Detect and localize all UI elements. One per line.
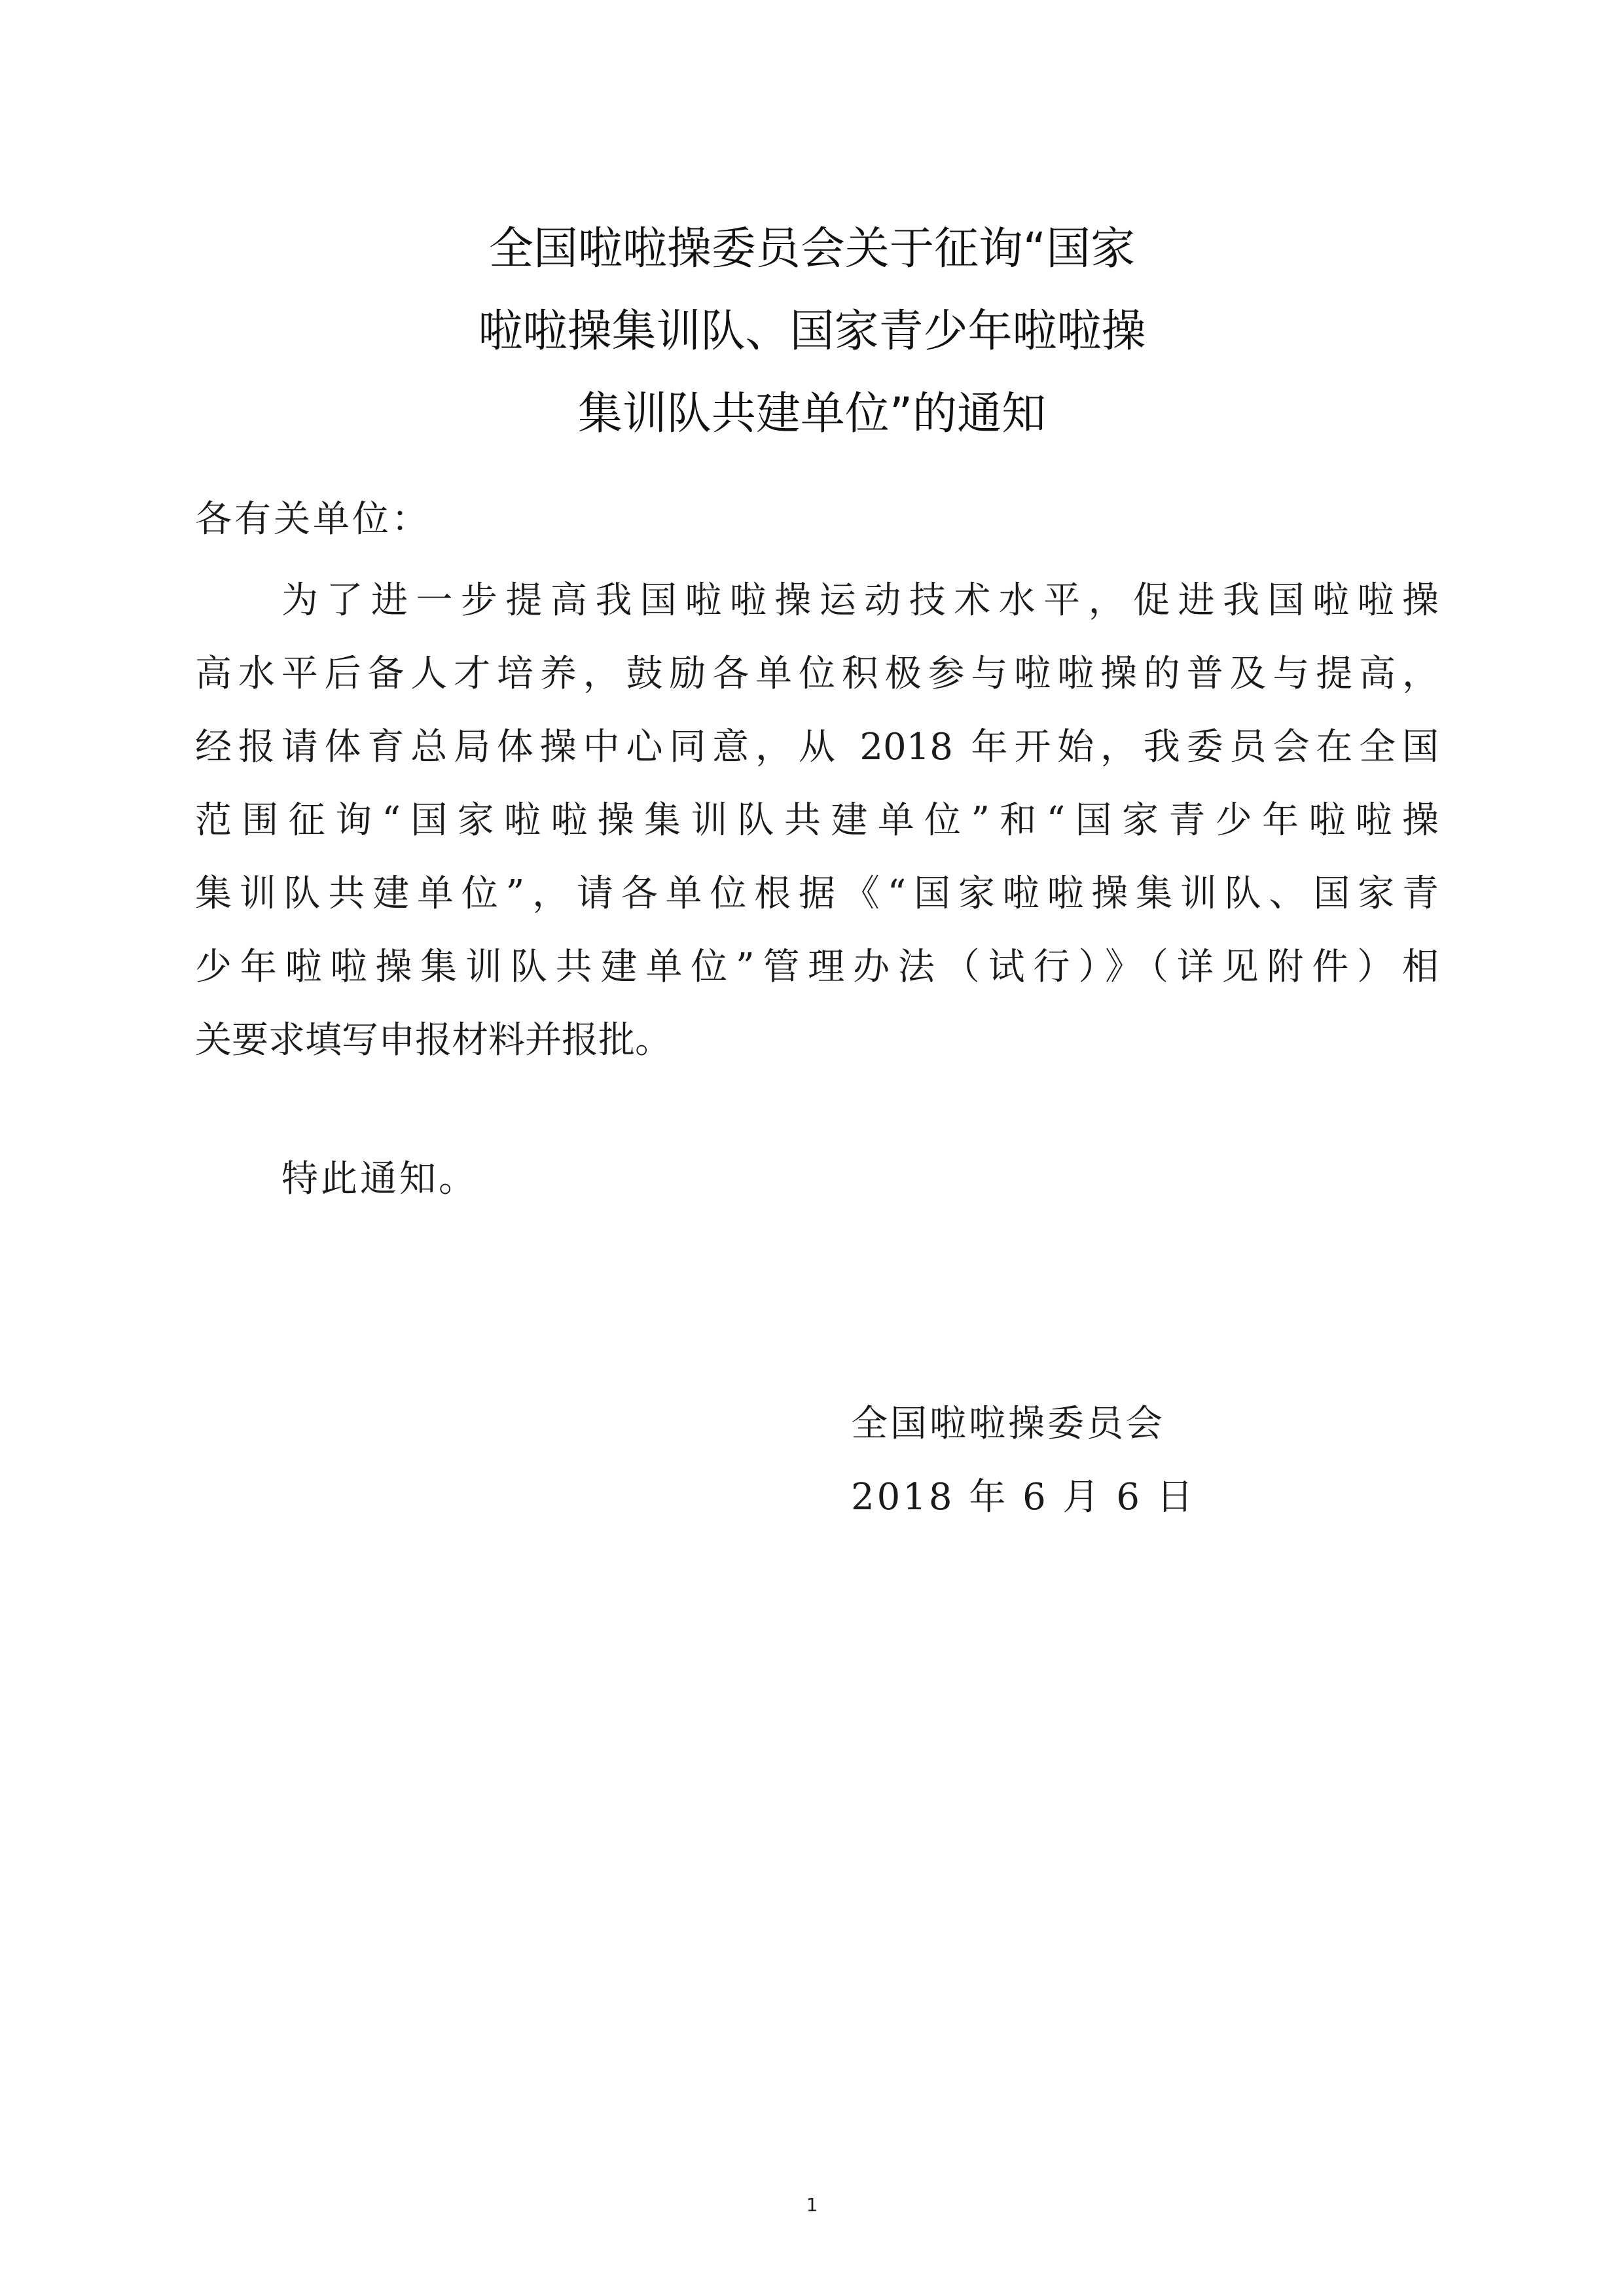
body-line: 为了进一步提高我国啦啦操运动技术水平，促进我国啦啦操 <box>281 579 1439 622</box>
signature-organization: 全国啦啦操委员会 <box>851 1403 1165 1445</box>
signature-date: 2018 年 6 月 6 日 <box>851 1476 1196 1518</box>
body-line: 关要求填写申报材料并报批。 <box>195 1019 672 1062</box>
title-line: 集训队共建单位”的通知 <box>577 388 1047 440</box>
document-title <box>0 208 1624 456</box>
body-line: 范围征询“国家啦啦操集训队共建单位”和“国家青少年啦啦操 <box>195 799 1439 842</box>
signature-block <box>851 1388 1196 1534</box>
body-paragraph <box>195 564 1439 1077</box>
body-line: 少年啦啦操集训队共建单位”管理办法（试行）》（详见附件）相 <box>195 946 1439 988</box>
body-line: 高水平后备人才培养，鼓励各单位积极参与啦啦操的普及与提高， <box>195 653 1439 695</box>
closing-remark: 特此通知。 <box>281 1158 478 1200</box>
body-line: 集训队共建单位”，请各单位根据《“国家啦啦操集训队、国家青 <box>195 872 1439 915</box>
title-line: 全国啦啦操委员会关于征询“国家 <box>488 223 1136 275</box>
salutation: 各有关单位： <box>195 498 431 541</box>
page-number: 1 <box>806 2194 818 2215</box>
title-line: 啦啦操集训队、国家青少年啦啦操 <box>478 306 1146 357</box>
body-line: 经报请体育总局体操中心同意，从 2018 年开始，我委员会在全国 <box>195 726 1439 768</box>
